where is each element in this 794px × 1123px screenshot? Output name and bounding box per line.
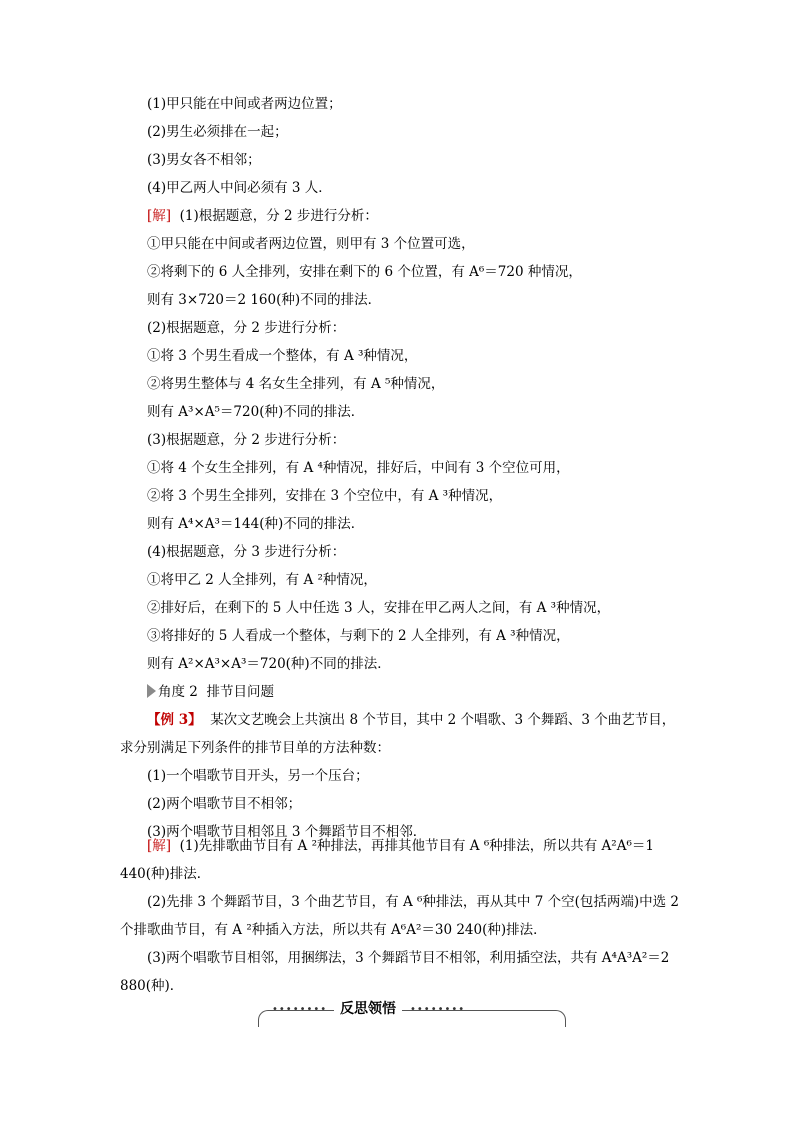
- triangle-marker-icon: [147, 684, 156, 698]
- solution-2-heading: (2)根据题意，分 2 步进行分析：: [147, 320, 346, 336]
- condition-4: (4)甲乙两人中间必须有 3 人．: [147, 180, 332, 196]
- solution-3-result: 则有 A⁴×A³＝144(种)不同的排法．: [147, 516, 365, 532]
- banner-dots-left: ••••••••: [272, 1004, 328, 1015]
- reflection-banner: [258, 998, 568, 1028]
- condition-3: (3)男女各不相邻；: [147, 152, 261, 168]
- example-3-solution-2-cont: 个排歌曲节目，有 A ²种插入方法，所以共有 A⁶A²＝30 240(种)排法．: [120, 922, 547, 938]
- example-3-solution-1: [解] (1)先排歌曲节目有 A ²种排法，再排其他节目有 A ⁶种排法，所以共有 A²A⁶＝1: [147, 838, 654, 854]
- example-3-text-cont: 求分别满足下列条件的排节目单的方法种数：: [120, 740, 390, 756]
- solution-3-step-1: ①将 4 个女生全排列，有 A ⁴种情况，排好后，中间有 3 个空位可用，: [147, 460, 570, 476]
- condition-2: (2)男生必须排在一起；: [147, 124, 288, 140]
- solution-4-step-1: ①将甲乙 2 人全排列，有 A ²种情况，: [147, 572, 377, 588]
- angle-label: 角度 2: [158, 684, 198, 700]
- example-3-solution-3-cont: 880(种)．: [120, 978, 184, 994]
- solution-4-step-3: ③将排好的 5 人看成一个整体，与剩下的 2 人全排列，有 A ³种情况，: [147, 628, 570, 644]
- example-3-solution-1-cont: 440(种)排法．: [120, 866, 211, 882]
- example-label: 【例 3】: [147, 712, 202, 728]
- example-3-condition-2: (2)两个唱歌节目不相邻；: [147, 796, 302, 812]
- solution-1-step-2: ②将剩下的 6 人全排列，安排在剩下的 6 个位置，有 A⁶＝720 种情况，: [147, 264, 582, 280]
- solution-4-heading: (4)根据题意，分 3 步进行分析：: [147, 544, 346, 560]
- example-3-condition-3: (3)两个唱歌节目相邻且 3 个舞蹈节目不相邻．: [147, 824, 427, 840]
- solution-label: [解]: [147, 838, 172, 854]
- solution-label: [解]: [147, 208, 172, 224]
- solution-4-step-2: ②排好后，在剩下的 5 人中任选 3 人，安排在甲乙两人之间，有 A ³种情况，: [147, 600, 611, 616]
- banner-dots-right: ••••••••: [410, 1004, 466, 1015]
- section-heading-angle-2: 角度 2 排节目问题: [147, 682, 274, 702]
- solution-2-result: 则有 A³×A⁵＝720(种)不同的排法．: [147, 404, 365, 420]
- example-3-solution-3: (3)两个唱歌节目相邻，用捆绑法，3 个舞蹈节目不相邻，利用插空法，共有 A⁴A³A²＝2: [147, 950, 670, 966]
- solution-1-result: 则有 3×720＝2 160(种)不同的排法．: [147, 292, 382, 308]
- condition-1: (1)甲只能在中间或者两边位置；: [147, 96, 342, 112]
- solution-1-heading: [解] (1)根据题意，分 2 步进行分析：: [147, 208, 378, 224]
- solution-1-step-1: ①甲只能在中间或者两边位置，则甲有 3 个位置可选，: [147, 236, 475, 252]
- example-3-text: 【例 3】 某次文艺晚会上共演出 8 个节目，其中 2 个唱歌、3 个舞蹈、3 个曲艺节目，: [147, 712, 676, 728]
- solution-2-step-1: ①将 3 个男生看成一个整体，有 A ³种情况，: [147, 348, 418, 364]
- solution-3-heading: (3)根据题意，分 2 步进行分析：: [147, 432, 346, 448]
- reflection-title: 反思领悟: [334, 998, 402, 1020]
- example-3-condition-1: (1)一个唱歌节目开头，另一个压台；: [147, 768, 369, 784]
- solution-3-step-2: ②将 3 个男生全排列，安排在 3 个空位中，有 A ³种情况，: [147, 488, 503, 504]
- solution-4-result: 则有 A²×A³×A³＝720(种)不同的排法．: [147, 656, 391, 672]
- solution-2-step-2: ②将男生整体与 4 名女生全排列，有 A ⁵种情况，: [147, 376, 445, 392]
- example-3-solution-2: (2)先排 3 个舞蹈节目，3 个曲艺节目，有 A ⁶种排法，再从其中 7 个空(包括两端)中选 2: [147, 894, 680, 910]
